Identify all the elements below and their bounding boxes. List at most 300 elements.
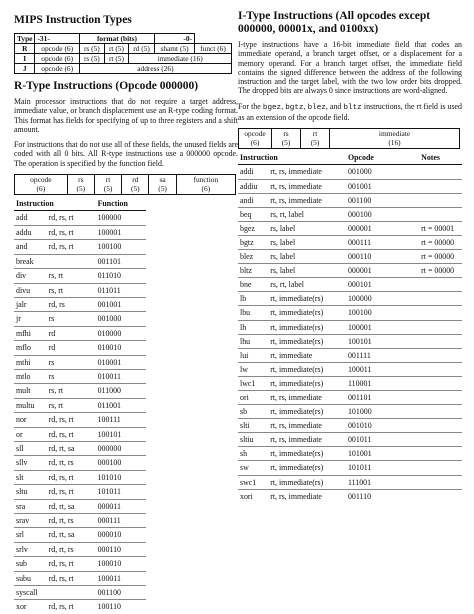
itype-row-notes <box>419 306 462 320</box>
itype-row-notes <box>419 348 462 362</box>
itype-row-notes <box>419 475 462 489</box>
rtype-row-code: 100100 <box>96 240 146 254</box>
itype-row-code: 001111 <box>346 348 419 362</box>
header-instruction: Instruction <box>238 151 346 165</box>
itype-row-mnemonic: bgez <box>238 221 268 235</box>
itype-row-operands: rt, rs, immediate <box>270 491 322 501</box>
itype-row-mnemonic: lwc1 <box>238 376 268 390</box>
itype-row-code: 111001 <box>346 475 419 489</box>
format-field: immediate (16) <box>129 54 232 64</box>
rtype-row-mnemonic: multu <box>14 398 47 412</box>
format-type-j: J <box>15 64 35 74</box>
rtype-row-mnemonic: addu <box>14 225 47 239</box>
rtype-paragraph-2: For instructions that do not use all of these fields, the unused fields are coded with all 0 bits. All R-type instructions use a 000000 opcode. The operation is specified by the function field. <box>14 140 238 168</box>
rtype-row-mnemonic: divu <box>14 283 47 297</box>
itype-row-operands: rt, rs, immediate <box>268 193 346 207</box>
field-name: rt <box>312 129 318 139</box>
itype-row-code: 000111 <box>346 235 419 249</box>
rtype-row <box>14 571 146 585</box>
field-cell <box>149 175 176 195</box>
rtype-row-operands: rd, rs, rt <box>47 413 96 427</box>
header-opcode: Opcode <box>346 151 419 165</box>
rtype-row-code: 010011 <box>96 369 146 383</box>
rtype-table-header <box>14 197 146 211</box>
format-header-bit31: -31- <box>35 34 79 44</box>
rtype-row-mnemonic: jalr <box>14 297 47 311</box>
field-cell <box>176 175 235 195</box>
itype-field-grid <box>238 128 460 149</box>
itype-row <box>238 475 462 489</box>
format-row-j <box>15 64 232 74</box>
rtype-row-mnemonic: sll <box>14 441 47 455</box>
rtype-row-operands: rd, rt, sa <box>47 441 96 455</box>
rtype-row-code: 000100 <box>96 456 146 470</box>
rtype-row-operands: rd, rs, rt <box>47 225 96 239</box>
itype-row-code: 001000 <box>346 165 419 179</box>
itype-row-notes <box>419 489 462 503</box>
field-cell <box>15 175 68 195</box>
rtype-row-code: 100110 <box>97 602 121 612</box>
itype-row-notes <box>419 461 462 475</box>
rtype-row <box>14 557 146 571</box>
rtype-row-code: 011011 <box>96 283 146 297</box>
itype-row <box>238 193 462 207</box>
rtype-row <box>14 499 146 513</box>
code-bgtz: bgtz <box>285 103 304 112</box>
rtype-row-code: 011000 <box>96 384 146 398</box>
itype-row <box>238 489 462 503</box>
rtype-row-mnemonic: div <box>14 269 47 283</box>
rtype-row-operands: rd <box>47 326 96 340</box>
rtype-row-code: 010001 <box>96 355 146 369</box>
rtype-row <box>14 355 146 369</box>
format-type-i: I <box>15 54 35 64</box>
field-cell <box>272 129 301 149</box>
itype-row-operands: rs, rt, label <box>268 278 346 292</box>
rtype-row-code: 100011 <box>96 571 146 585</box>
field-size: (5) <box>281 137 291 147</box>
format-field: opcode (6) <box>35 64 79 74</box>
rtype-row-mnemonic: jr <box>14 312 47 326</box>
rtype-row-code: 011001 <box>96 398 146 412</box>
itype-field-row <box>239 129 460 149</box>
itype-row-notes <box>419 292 462 306</box>
itype-row-mnemonic: lw <box>238 362 268 376</box>
rtype-row-code: 011010 <box>96 269 146 283</box>
itype-row-notes <box>419 376 462 390</box>
rtype-row-code: 000110 <box>96 542 146 556</box>
itype-row-operands: rs, rt, label <box>268 207 346 221</box>
rtype-paragraph-1: Main processor instructions that do not require a target address, immediate value, or branch displacement use an R-type coding format. This format has fields for specifying of up to three registers and a shift amount. <box>14 97 238 134</box>
rtype-row-mnemonic: srlv <box>14 542 47 556</box>
itype-row-code: 000100 <box>346 207 419 221</box>
rtype-row-code: 101010 <box>96 470 146 484</box>
rtype-row-code: 100000 <box>96 211 146 225</box>
rtype-row-operands: rs, rt <box>47 269 96 283</box>
itype-heading: I-Type Instructions (All opcodes except 000000, 00001x, and 0100xx) <box>238 10 431 35</box>
itype-row-notes <box>419 165 462 179</box>
rtype-row-operands: rd, rs, rt <box>47 557 96 571</box>
itype-row-notes <box>419 179 462 193</box>
format-field: rt (5) <box>104 54 128 64</box>
field-name: function <box>193 175 219 185</box>
itype-row-code: 110001 <box>346 376 419 390</box>
rtype-row-mnemonic: slt <box>14 470 47 484</box>
rtype-row <box>14 456 146 470</box>
field-size: (5) <box>76 183 86 193</box>
rtype-row-operands: rd, rs <box>47 297 96 311</box>
itype-row-mnemonic: slti <box>238 419 268 433</box>
itype-row-code: 000101 <box>346 278 419 292</box>
itype-row-operands: rt, immediate(rs) <box>268 447 346 461</box>
rtype-row <box>14 240 146 254</box>
itype-row-notes: rt = 00000 <box>419 235 462 249</box>
rtype-row-code: 001101 <box>96 254 146 268</box>
rtype-field-grid <box>14 174 236 195</box>
itype-row-code: 100001 <box>346 320 419 334</box>
rtype-row-operands: rs, rt <box>47 384 96 398</box>
itype-row-operands: rt, immediate(rs) <box>268 475 346 489</box>
rtype-row-mnemonic: mfhi <box>14 326 47 340</box>
rtype-row <box>14 269 146 283</box>
rtype-row-mnemonic: srav <box>14 514 47 528</box>
itype-row <box>238 207 462 221</box>
rtype-row-code: 010010 <box>96 341 146 355</box>
field-size: (5) <box>103 183 113 193</box>
rtype-row <box>14 600 146 614</box>
itype-row-notes: rt = 00001 <box>419 221 462 235</box>
itype-row-operands: rt, immediate(rs) <box>268 334 346 348</box>
rtype-row-code: 000000 <box>96 441 146 455</box>
code-blez: blez <box>307 103 326 112</box>
itype-row <box>238 179 462 193</box>
itype-row-code: 100101 <box>346 334 419 348</box>
field-name: rs <box>283 129 289 139</box>
itype-row-notes <box>419 447 462 461</box>
itype-row-operands: rt, immediate(rs) <box>268 306 346 320</box>
rtype-heading: R-Type Instructions (Opcode 000000) <box>14 80 199 92</box>
itype-row-operands: rt, rs, immediate <box>268 419 346 433</box>
field-cell <box>67 175 94 195</box>
itype-paragraph-1: I-type instructions have a 16-bit immediate field that codes an immediate operand, a branch target offset, or a displacement for a memory operand. For a branch target offset, the immediate field contains the signed difference between the address of the following instruction and the target label, with the two low order bits dropped. The dropped bits are always 0 since instructions are word-aligned. <box>238 40 462 96</box>
rtype-row-mnemonic: sra <box>14 499 47 513</box>
rtype-row-operands: rd, rs, rt <box>47 571 96 585</box>
itype-row-code: 101011 <box>346 461 419 475</box>
field-cell <box>122 175 149 195</box>
format-type-r: R <box>15 44 35 54</box>
rtype-row <box>14 514 146 528</box>
itype-row-mnemonic: sw <box>238 461 268 475</box>
itype-row-notes <box>419 390 462 404</box>
itype-row-mnemonic: lui <box>238 348 268 362</box>
rtype-row-operands: rd, rs, rt <box>48 602 74 612</box>
itype-row-code: 100011 <box>346 362 419 376</box>
rtype-row-mnemonic: and <box>14 240 47 254</box>
itype-row-mnemonic: lbu <box>238 306 268 320</box>
itype-row-operands: rt, immediate(rs) <box>268 461 346 475</box>
rtype-row <box>14 211 146 225</box>
rtype-row-code: 001001 <box>96 297 146 311</box>
itype-row-code: 001100 <box>346 193 419 207</box>
itype-row <box>238 235 462 249</box>
rtype-row-code: 000111 <box>96 514 146 528</box>
rtype-row <box>14 384 146 398</box>
rtype-row-mnemonic: sub <box>14 557 47 571</box>
itype-row-mnemonic: lb <box>238 292 268 306</box>
rtype-row-mnemonic: sllv <box>14 456 47 470</box>
itype-row-operands: rt, rs, immediate <box>268 165 346 179</box>
rtype-row-code: 100101 <box>96 427 146 441</box>
itype-row <box>238 419 462 433</box>
rtype-row-code: 100001 <box>96 225 146 239</box>
itype-row-code: 001011 <box>346 433 419 447</box>
field-name: immediate <box>378 129 411 139</box>
rtype-row <box>14 542 146 556</box>
itype-row-mnemonic: sh <box>238 447 268 461</box>
rtype-instruction-table <box>14 197 146 614</box>
rtype-row-mnemonic: mult <box>14 384 47 398</box>
rtype-row-mnemonic: syscall <box>14 586 47 600</box>
itype-row <box>238 264 462 278</box>
itype-row <box>238 320 462 334</box>
format-field: rs (5) <box>79 54 104 64</box>
itype-row-code: 101001 <box>346 447 419 461</box>
itype-row-operands: rt, rs, immediate <box>268 390 346 404</box>
rtype-row <box>14 485 146 499</box>
itype-row-notes <box>419 207 462 221</box>
field-size: (6) <box>250 137 260 147</box>
rtype-row <box>14 398 146 412</box>
itype-row-operands: rs, label <box>268 221 346 235</box>
format-row-i <box>15 54 232 64</box>
field-name: opcode <box>244 129 266 139</box>
itype-row-mnemonic: bne <box>238 278 268 292</box>
itype-row <box>238 447 462 461</box>
itype-row-operands: rs, label <box>268 250 346 264</box>
itype-row-code: 001010 <box>346 419 419 433</box>
itype-row-operands: rs, label <box>268 235 346 249</box>
itype-table-header <box>238 151 462 165</box>
itype-row-code: 100100 <box>346 306 419 320</box>
rtype-row-operands: rd, rs, rt <box>47 427 96 441</box>
itype-row-mnemonic: beq <box>238 207 268 221</box>
field-cell <box>239 129 272 149</box>
rtype-row-mnemonic: mflo <box>14 341 47 355</box>
field-size: (16) <box>388 137 401 147</box>
rtype-field-row <box>15 175 236 195</box>
header-instruction: Instruction <box>14 197 96 211</box>
itype-row-code: 000110 <box>346 250 419 264</box>
rtype-row-operands: rd, rs, rt <box>47 470 96 484</box>
rtype-row-code: 001000 <box>96 312 146 326</box>
itype-row-notes <box>419 278 462 292</box>
itype-row-code: 000001 <box>346 221 419 235</box>
rtype-row <box>14 413 146 427</box>
rtype-row-operands: rs, rt <box>47 283 96 297</box>
rtype-row-mnemonic: srl <box>14 528 47 542</box>
rtype-row <box>14 470 146 484</box>
rtype-row-operands: rd, rt, rs <box>47 514 96 528</box>
itype-row <box>238 362 462 376</box>
itype-row-operands: rt, immediate(rs) <box>268 362 346 376</box>
rtype-row-mnemonic: xor <box>16 602 27 612</box>
format-table <box>14 33 232 74</box>
para2-suffix: instructions, the rt field is used as an extension of the opcode field. <box>238 101 463 123</box>
format-field: funct (6) <box>194 44 231 54</box>
itype-row-mnemonic: xori <box>240 491 253 501</box>
rtype-row <box>14 326 146 340</box>
rtype-row-operands: rs <box>47 355 96 369</box>
format-field: rs (5) <box>79 44 104 54</box>
left-column <box>14 0 238 614</box>
field-name: rt <box>105 175 111 185</box>
rtype-row-mnemonic: sltu <box>14 485 47 499</box>
header-function: Function <box>96 197 146 211</box>
rtype-row-code: 100010 <box>96 557 146 571</box>
field-name: sa <box>159 175 166 185</box>
rtype-row-operands: rs, rt <box>47 398 96 412</box>
rtype-row-mnemonic: subu <box>14 571 47 585</box>
itype-row-mnemonic: lh <box>238 320 268 334</box>
itype-row-notes <box>419 433 462 447</box>
rtype-row-mnemonic: nor <box>14 413 47 427</box>
itype-row-operands: rt, immediate(rs) <box>268 376 346 390</box>
itype-row-mnemonic: sltiu <box>238 433 268 447</box>
format-field: shamt (5) <box>155 44 195 54</box>
format-field: opcode (6) <box>35 54 79 64</box>
itype-paragraph-2: For the bgez, bgtz, blez, and bltz instructions, the rt field is used as an extension of the opcode field. <box>238 101 463 123</box>
itype-row-code: 101000 <box>346 405 419 419</box>
rtype-row-code: 100111 <box>96 413 146 427</box>
itype-row-operands: rt, rs, immediate <box>268 433 346 447</box>
itype-row-operands: rs, label <box>268 264 346 278</box>
rtype-row <box>14 441 146 455</box>
rtype-row <box>14 254 146 268</box>
rtype-row-operands: rd, rt, rs <box>47 456 96 470</box>
itype-instruction-table <box>238 151 462 502</box>
itype-row <box>238 405 462 419</box>
format-field: rd (5) <box>129 44 155 54</box>
itype-row-notes <box>419 405 462 419</box>
field-size: (5) <box>131 183 140 193</box>
para2-prefix: For the <box>238 101 261 111</box>
itype-row-code: 000001 <box>346 264 419 278</box>
rtype-row-mnemonic: mthi <box>14 355 47 369</box>
itype-row-mnemonic: sb <box>238 405 268 419</box>
itype-row-mnemonic: bltz <box>238 264 268 278</box>
itype-row <box>238 461 462 475</box>
itype-row-mnemonic: bgtz <box>238 235 268 249</box>
rtype-row-code: 000011 <box>96 499 146 513</box>
field-cell <box>301 129 330 149</box>
code-bltz: bltz <box>343 103 362 112</box>
itype-row <box>238 221 462 235</box>
header-notes: Notes <box>419 151 462 165</box>
itype-row-notes <box>419 193 462 207</box>
itype-row-mnemonic: addi <box>238 165 268 179</box>
rtype-row <box>14 225 146 239</box>
field-name: rd <box>132 175 139 185</box>
rtype-row <box>14 341 146 355</box>
itype-row-mnemonic: addiu <box>238 179 268 193</box>
format-header-label: format (bits) <box>79 34 154 44</box>
itype-row <box>238 390 462 404</box>
itype-row <box>238 376 462 390</box>
itype-row <box>238 278 462 292</box>
rtype-row-operands: rs <box>47 312 96 326</box>
itype-row-notes: rt = 00000 <box>419 264 462 278</box>
rtype-row-operands: rd <box>47 341 96 355</box>
itype-row-operands: rt, immediate(rs) <box>268 405 346 419</box>
rtype-row-operands: rs <box>47 369 96 383</box>
format-header-bit0: -0- <box>155 34 195 44</box>
itype-row-notes: rt = 00000 <box>419 250 462 264</box>
itype-row-code: 100000 <box>346 292 419 306</box>
itype-row-mnemonic: lhu <box>238 334 268 348</box>
rtype-row-operands: rd, rs, rt <box>47 485 96 499</box>
field-size: (6) <box>36 183 46 193</box>
field-name: rs <box>78 175 84 185</box>
rtype-row-code: 010000 <box>96 326 146 340</box>
itype-row <box>238 306 462 320</box>
itype-row-code: 001001 <box>346 179 419 193</box>
rtype-row <box>14 297 146 311</box>
right-column <box>238 0 462 503</box>
rtype-row-code: 000010 <box>96 528 146 542</box>
rtype-row-mnemonic: add <box>14 211 47 225</box>
rtype-row <box>14 369 146 383</box>
itype-row-operands: rt, immediate(rs) <box>268 320 346 334</box>
itype-row-mnemonic: swc1 <box>238 475 268 489</box>
itype-row-notes <box>419 320 462 334</box>
itype-row-mnemonic: andi <box>238 193 268 207</box>
page-title: MIPS Instruction Types <box>14 14 132 26</box>
rtype-row-mnemonic: or <box>14 427 47 441</box>
rtype-row-code: 101011 <box>96 485 146 499</box>
itype-row <box>238 292 462 306</box>
rtype-row-operands: rd, rs, rt <box>47 211 96 225</box>
field-cell <box>330 129 460 149</box>
itype-row-code: 001110 <box>347 491 372 501</box>
itype-row-operands: rt, immediate <box>268 348 346 362</box>
format-field: opcode (6) <box>35 44 79 54</box>
itype-row-notes <box>419 362 462 376</box>
rtype-row-mnemonic: mtlo <box>14 369 47 383</box>
rtype-row-operands: rd, rt, rs <box>47 542 96 556</box>
rtype-row <box>14 528 146 542</box>
rtype-row-operands <box>47 586 96 600</box>
code-bgez: bgez <box>262 103 282 112</box>
itype-row-mnemonic: ori <box>238 390 268 404</box>
itype-row <box>238 348 462 362</box>
itype-row <box>238 334 462 348</box>
rtype-row-code: 001100 <box>96 586 146 600</box>
rtype-row <box>14 283 146 297</box>
format-header-type: Type <box>15 34 35 44</box>
format-field: address (26) <box>79 64 231 74</box>
itype-row <box>238 165 462 179</box>
itype-row-code: 001101 <box>346 390 419 404</box>
itype-row-operands: rt, rs, immediate <box>268 179 346 193</box>
itype-row-notes <box>419 419 462 433</box>
field-name: opcode <box>30 175 52 185</box>
field-size: (6) <box>201 183 211 193</box>
rtype-row-operands <box>47 254 96 268</box>
itype-row-mnemonic: blez <box>238 250 268 264</box>
rtype-row-mnemonic: break <box>14 254 47 268</box>
rtype-row <box>14 312 146 326</box>
field-size: (5) <box>158 183 167 193</box>
